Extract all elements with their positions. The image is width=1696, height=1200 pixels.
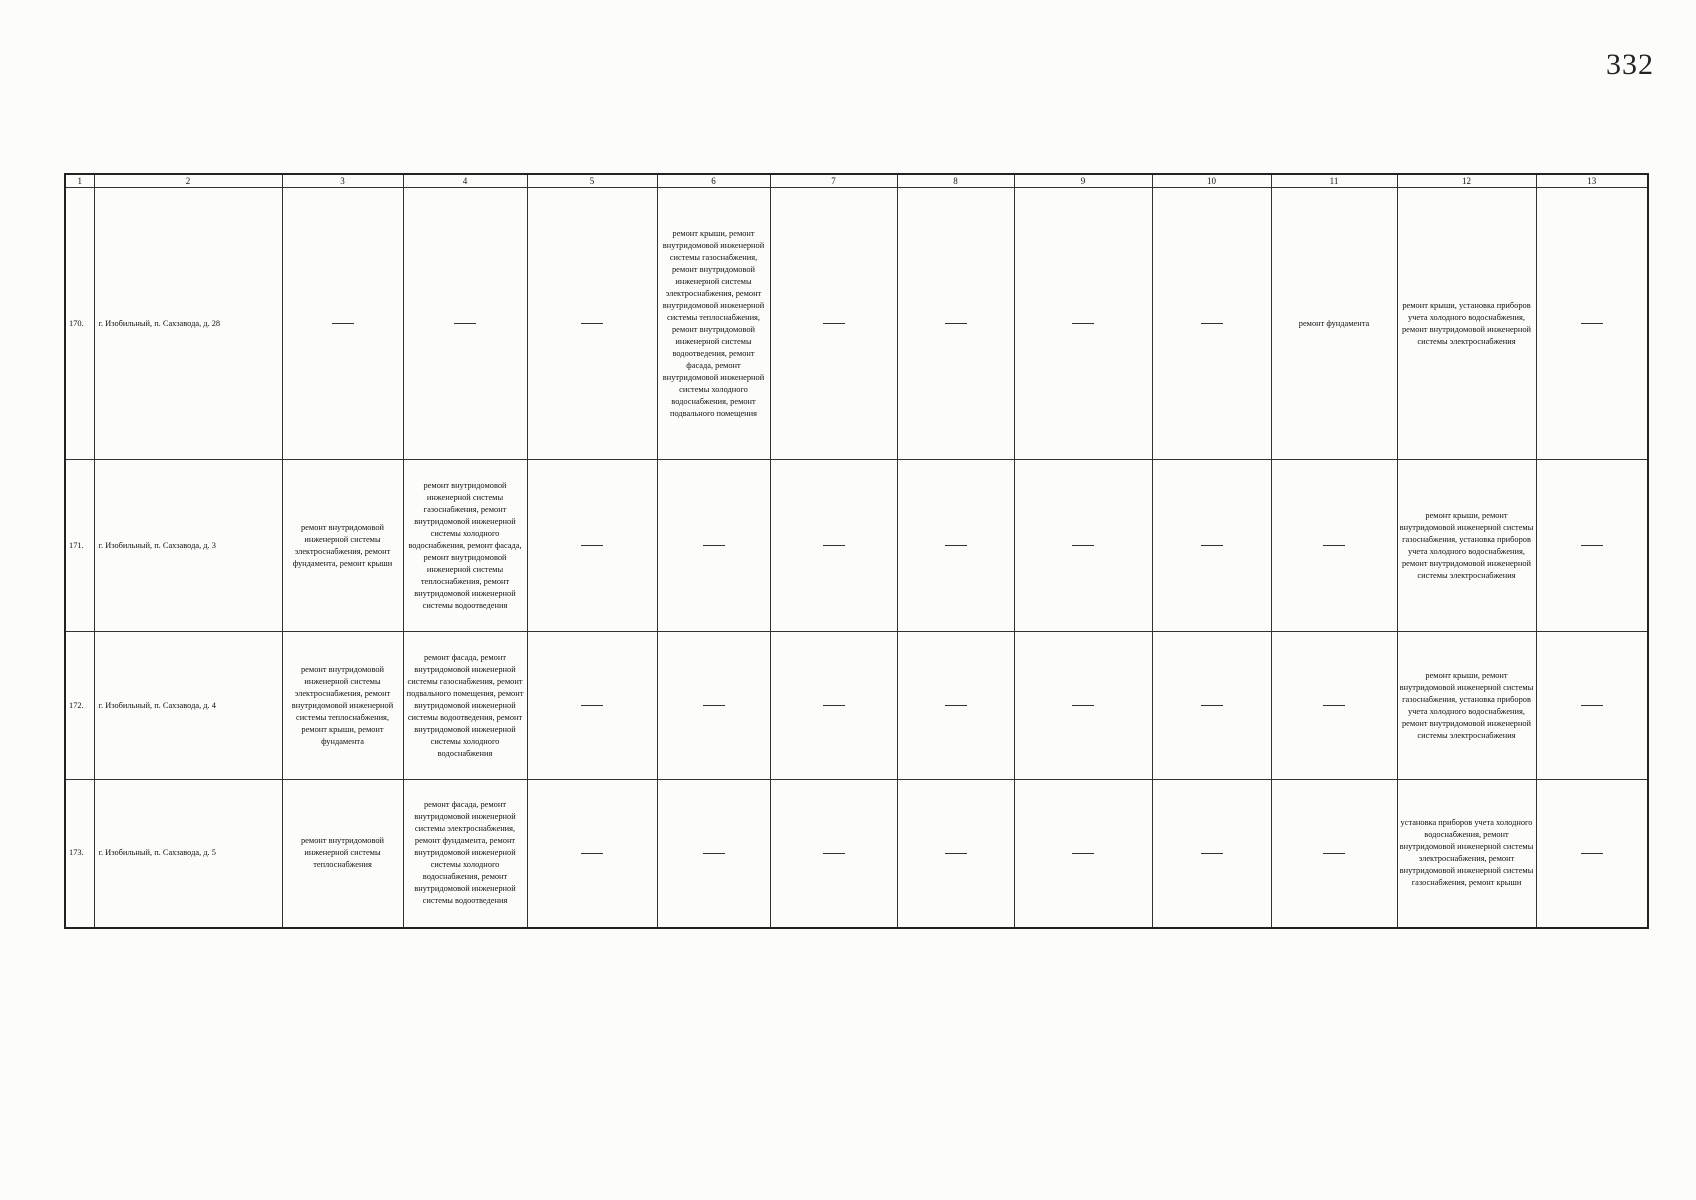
dash-mark — [1201, 705, 1223, 706]
empty-cell-dash — [1152, 188, 1271, 460]
table-row — [65, 188, 1648, 460]
work-cell: ремонт крыши, установка приборов учета холодного водоснабжения, ремонт внутридомовой инженерной системы электроснабжения — [1397, 188, 1536, 460]
dash-mark — [1072, 853, 1094, 854]
dash-mark — [1072, 323, 1094, 324]
empty-cell-dash — [657, 780, 770, 928]
work-cell: ремонт внутридомовой инженерной системы электроснабжения, ремонт фундамента, ремонт крыши — [282, 460, 403, 632]
column-header: 7 — [770, 174, 897, 188]
dash-mark — [1201, 545, 1223, 546]
work-cell: ремонт фасада, ремонт внутридомовой инженерной системы электроснабжения, ремонт фундамента, ремонт внутридомовой инженерной системы холодного водоснабжения, ремонт внутридомовой инженерной системы водоотведения — [403, 780, 527, 928]
empty-cell-dash — [1014, 632, 1152, 780]
empty-cell-dash — [1536, 632, 1648, 780]
empty-cell-dash — [897, 188, 1014, 460]
dash-mark — [1072, 705, 1094, 706]
work-cell: ремонт крыши, ремонт внутридомовой инженерной системы газоснабжения, установка приборов учета холодного водоснабжения, ремонт внутридомовой инженерной системы электроснабжения — [1397, 460, 1536, 632]
dash-mark — [703, 545, 725, 546]
dash-mark — [945, 545, 967, 546]
empty-cell-dash — [282, 188, 403, 460]
dash-mark — [1581, 705, 1603, 706]
row-address: г. Изобильный, п. Сахзавода, д. 28 — [94, 188, 282, 460]
work-cell: установка приборов учета холодного водоснабжения, ремонт внутридомовой инженерной системы электроснабжения, ремонт внутридомовой инженерной системы газоснабжения, ремонт крыши — [1397, 780, 1536, 928]
empty-cell-dash — [1152, 632, 1271, 780]
empty-cell-dash — [527, 780, 657, 928]
row-address: г. Изобильный, п. Сахзавода, д. 5 — [94, 780, 282, 928]
column-header: 11 — [1271, 174, 1397, 188]
dash-mark — [1323, 853, 1345, 854]
dash-mark — [823, 853, 845, 854]
column-header: 12 — [1397, 174, 1536, 188]
empty-cell-dash — [770, 460, 897, 632]
row-number: 171. — [65, 460, 94, 632]
empty-cell-dash — [1271, 460, 1397, 632]
dash-mark — [823, 323, 845, 324]
empty-cell-dash — [1014, 188, 1152, 460]
row-number: 172. — [65, 632, 94, 780]
dash-mark — [581, 705, 603, 706]
empty-cell-dash — [897, 632, 1014, 780]
empty-cell-dash — [527, 632, 657, 780]
empty-cell-dash — [1271, 780, 1397, 928]
work-cell: ремонт внутридомовой инженерной системы газоснабжения, ремонт внутридомовой инженерной системы холодного водоснабжения, ремонт фасада, ремонт внутридомовой инженерной системы теплоснабжения, ремонт внутридомовой инженерной системы водоотведения — [403, 460, 527, 632]
column-number-row — [65, 174, 1648, 188]
dash-mark — [1323, 545, 1345, 546]
column-header: 13 — [1536, 174, 1648, 188]
work-cell: ремонт крыши, ремонт внутридомовой инженерной системы газоснабжения, установка приборов учета холодного водоснабжения, ремонт внутридомовой инженерной системы электроснабжения — [1397, 632, 1536, 780]
table-row — [65, 460, 1648, 632]
empty-cell-dash — [1536, 188, 1648, 460]
work-cell: ремонт внутридомовой инженерной системы электроснабжения, ремонт внутридомовой инженерной системы теплоснабжения, ремонт крыши, ремонт фундамента — [282, 632, 403, 780]
empty-cell-dash — [770, 632, 897, 780]
table-row — [65, 632, 1648, 780]
column-header: 8 — [897, 174, 1014, 188]
column-header: 9 — [1014, 174, 1152, 188]
empty-cell-dash — [657, 460, 770, 632]
row-number: 173. — [65, 780, 94, 928]
dash-mark — [823, 705, 845, 706]
dash-mark — [332, 323, 354, 324]
table-row — [65, 780, 1648, 928]
row-number: 170. — [65, 188, 94, 460]
dash-mark — [1201, 323, 1223, 324]
work-cell: ремонт фундамента — [1271, 188, 1397, 460]
empty-cell-dash — [527, 460, 657, 632]
empty-cell-dash — [1536, 460, 1648, 632]
dash-mark — [1581, 545, 1603, 546]
empty-cell-dash — [897, 780, 1014, 928]
dash-mark — [945, 853, 967, 854]
dash-mark — [1581, 853, 1603, 854]
row-address: г. Изобильный, п. Сахзавода, д. 3 — [94, 460, 282, 632]
repair-schedule-table — [64, 173, 1649, 929]
dash-mark — [1581, 323, 1603, 324]
column-header: 1 — [65, 174, 94, 188]
dash-mark — [703, 853, 725, 854]
dash-mark — [1201, 853, 1223, 854]
row-address: г. Изобильный, п. Сахзавода, д. 4 — [94, 632, 282, 780]
dash-mark — [1323, 705, 1345, 706]
empty-cell-dash — [403, 188, 527, 460]
empty-cell-dash — [770, 188, 897, 460]
work-cell: ремонт фасада, ремонт внутридомовой инженерной системы газоснабжения, ремонт подвального помещения, ремонт внутридомовой инженерной системы водоотведения, ремонт внутридомовой инженерной системы холодного водоснабжения — [403, 632, 527, 780]
dash-mark — [945, 705, 967, 706]
column-header: 2 — [94, 174, 282, 188]
empty-cell-dash — [527, 188, 657, 460]
dash-mark — [1072, 545, 1094, 546]
work-cell: ремонт внутридомовой инженерной системы теплоснабжения — [282, 780, 403, 928]
dash-mark — [703, 705, 725, 706]
page-number: 332 — [1606, 48, 1654, 81]
empty-cell-dash — [897, 460, 1014, 632]
column-header: 4 — [403, 174, 527, 188]
dash-mark — [581, 545, 603, 546]
empty-cell-dash — [770, 780, 897, 928]
empty-cell-dash — [657, 632, 770, 780]
dash-mark — [454, 323, 476, 324]
column-header: 10 — [1152, 174, 1271, 188]
empty-cell-dash — [1152, 780, 1271, 928]
dash-mark — [581, 323, 603, 324]
dash-mark — [945, 323, 967, 324]
dash-mark — [823, 545, 845, 546]
empty-cell-dash — [1014, 460, 1152, 632]
empty-cell-dash — [1152, 460, 1271, 632]
empty-cell-dash — [1014, 780, 1152, 928]
empty-cell-dash — [1271, 632, 1397, 780]
column-header: 5 — [527, 174, 657, 188]
column-header: 6 — [657, 174, 770, 188]
dash-mark — [581, 853, 603, 854]
column-header: 3 — [282, 174, 403, 188]
work-cell: ремонт крыши, ремонт внутридомовой инженерной системы газоснабжения, ремонт внутридомовой инженерной системы электроснабжения, ремонт внутридомовой инженерной системы теплоснабжения, ремонт внутридомовой инженерной системы водоотведения, ремонт фасада, ремонт внутридомовой инженерной системы холодного водоснабжения, ремонт подвального помещения — [657, 188, 770, 460]
empty-cell-dash — [1536, 780, 1648, 928]
